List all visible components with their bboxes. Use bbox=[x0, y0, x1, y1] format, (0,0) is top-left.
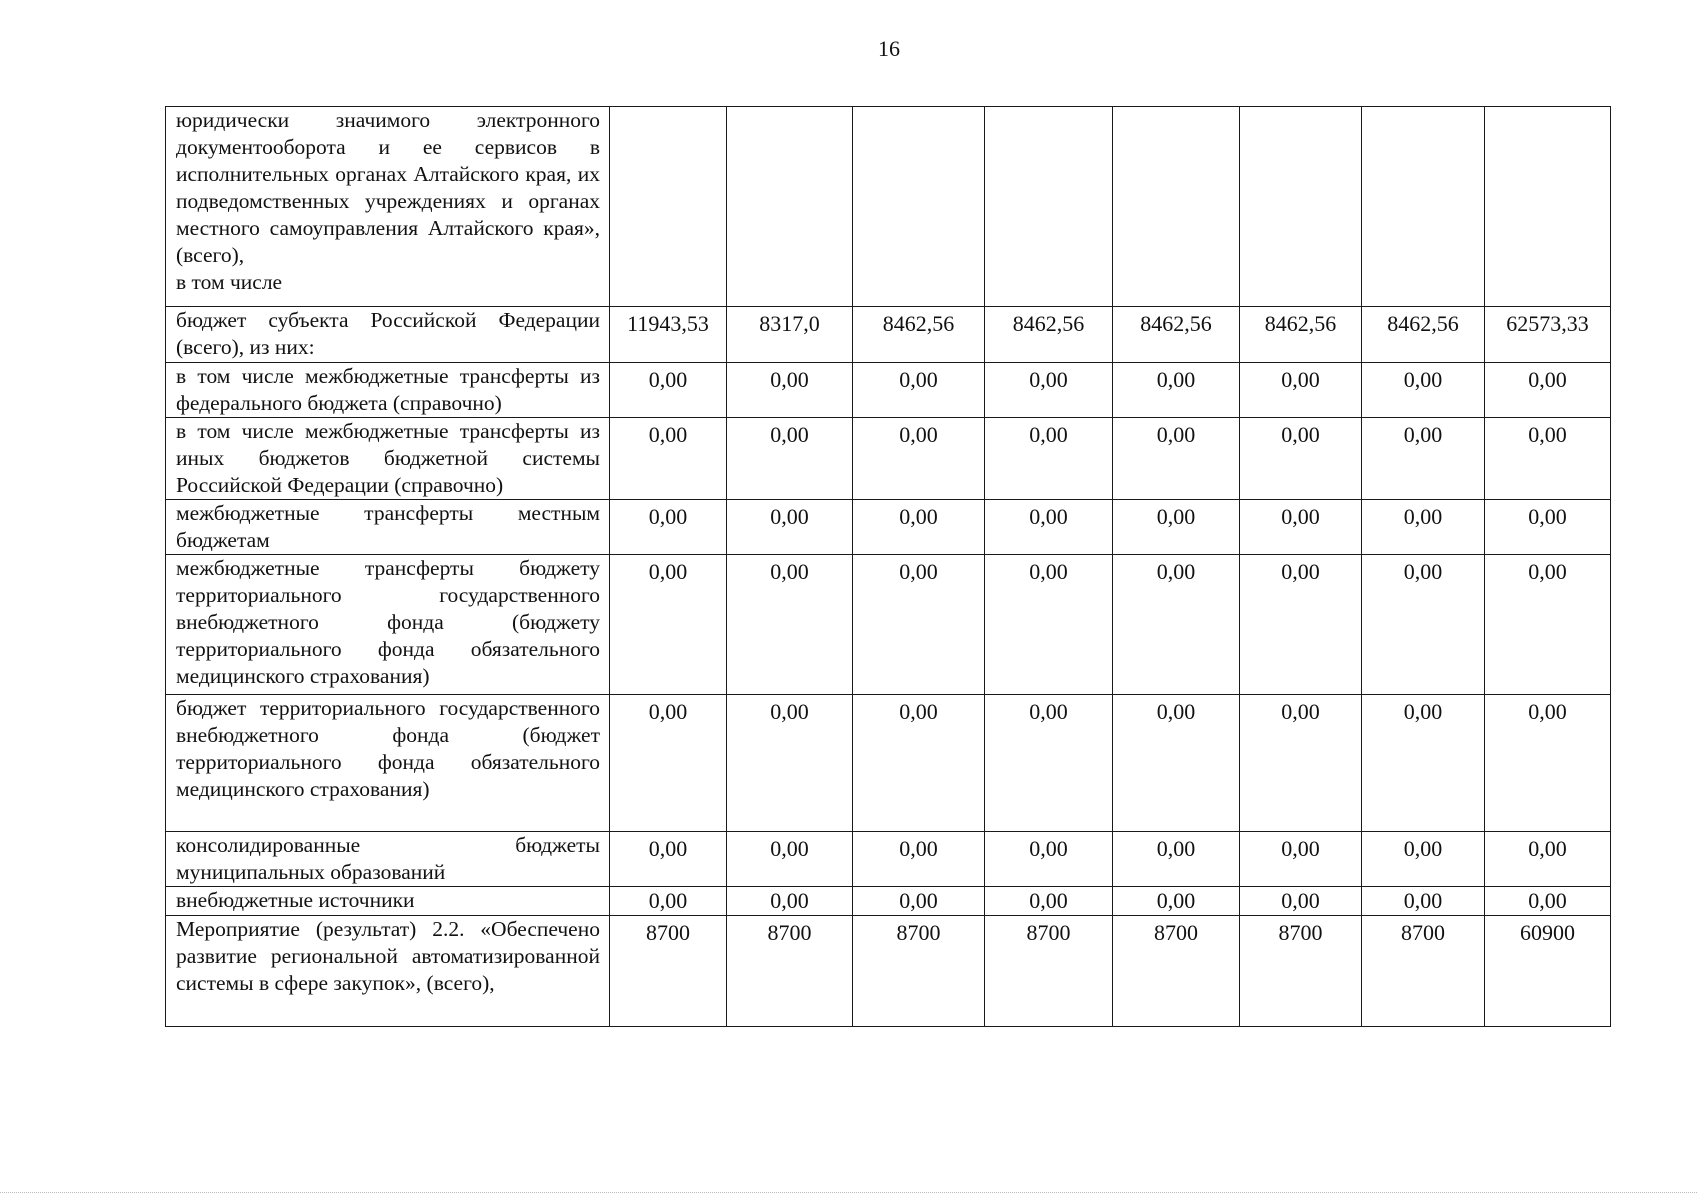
value-cell: 0,00 bbox=[1485, 363, 1611, 418]
budget-table bbox=[165, 106, 1611, 1027]
value-cell: 8700 bbox=[1113, 916, 1240, 1027]
value-cell: 0,00 bbox=[853, 555, 985, 695]
value-cell: 0,00 bbox=[1240, 555, 1362, 695]
table-row bbox=[166, 555, 1611, 695]
value-cell: 0,00 bbox=[1362, 887, 1485, 916]
value-cell: 8462,56 bbox=[985, 307, 1113, 363]
value-cell: 0,00 bbox=[610, 418, 727, 500]
value-cell: 0,00 bbox=[985, 832, 1113, 887]
row-description: Мероприятие (результат) 2.2. «Обеспечено развитие региональной автоматизированной системы в сфере закупок», (всего), bbox=[166, 916, 610, 1027]
value-cell bbox=[610, 107, 727, 307]
value-cell: 8700 bbox=[1240, 916, 1362, 1027]
value-cell: 0,00 bbox=[1362, 500, 1485, 555]
scan-bottom-edge bbox=[0, 1192, 1697, 1193]
table-row bbox=[166, 107, 1611, 307]
value-cell: 8700 bbox=[1362, 916, 1485, 1027]
value-cell: 60900 bbox=[1485, 916, 1611, 1027]
value-cell bbox=[985, 107, 1113, 307]
value-cell bbox=[1485, 107, 1611, 307]
value-cell: 11943,53 bbox=[610, 307, 727, 363]
value-cell: 0,00 bbox=[985, 887, 1113, 916]
value-cell: 0,00 bbox=[1240, 500, 1362, 555]
value-cell: 0,00 bbox=[985, 363, 1113, 418]
value-cell: 0,00 bbox=[1113, 695, 1240, 832]
table-row bbox=[166, 500, 1611, 555]
value-cell: 0,00 bbox=[1240, 363, 1362, 418]
value-cell: 0,00 bbox=[853, 695, 985, 832]
table-row bbox=[166, 887, 1611, 916]
value-cell: 0,00 bbox=[610, 832, 727, 887]
value-cell: 0,00 bbox=[853, 363, 985, 418]
row-description: внебюджетные источники bbox=[166, 887, 610, 916]
value-cell: 8462,56 bbox=[1113, 307, 1240, 363]
value-cell: 0,00 bbox=[1113, 832, 1240, 887]
value-cell bbox=[853, 107, 985, 307]
value-cell: 0,00 bbox=[727, 418, 853, 500]
row-description-tail: в том числе bbox=[176, 270, 283, 294]
value-cell: 0,00 bbox=[610, 695, 727, 832]
row-description: бюджет территориального государственного внебюджетного фонда (бюджет территориального фонда обязательного медицинского страхования) bbox=[166, 695, 610, 832]
value-cell: 8462,56 bbox=[1240, 307, 1362, 363]
value-cell: 8462,56 bbox=[1362, 307, 1485, 363]
value-cell: 0,00 bbox=[1362, 832, 1485, 887]
value-cell: 0,00 bbox=[727, 555, 853, 695]
value-cell: 0,00 bbox=[985, 418, 1113, 500]
table-row bbox=[166, 363, 1611, 418]
value-cell: 0,00 bbox=[1485, 695, 1611, 832]
value-cell: 8317,0 bbox=[727, 307, 853, 363]
value-cell: 0,00 bbox=[1113, 887, 1240, 916]
value-cell: 0,00 bbox=[727, 887, 853, 916]
value-cell: 0,00 bbox=[610, 500, 727, 555]
value-cell: 0,00 bbox=[1485, 500, 1611, 555]
table-row bbox=[166, 832, 1611, 887]
value-cell: 0,00 bbox=[1485, 555, 1611, 695]
row-description: консолидированные бюджеты муниципальных образований bbox=[166, 832, 610, 887]
table-row bbox=[166, 916, 1611, 1027]
value-cell: 0,00 bbox=[1113, 500, 1240, 555]
value-cell: 0,00 bbox=[1362, 555, 1485, 695]
value-cell: 0,00 bbox=[853, 418, 985, 500]
value-cell: 0,00 bbox=[1113, 363, 1240, 418]
value-cell: 0,00 bbox=[853, 500, 985, 555]
value-cell: 0,00 bbox=[985, 500, 1113, 555]
value-cell: 0,00 bbox=[853, 832, 985, 887]
value-cell: 8700 bbox=[610, 916, 727, 1027]
value-cell: 8462,56 bbox=[853, 307, 985, 363]
value-cell: 0,00 bbox=[610, 555, 727, 695]
value-cell: 0,00 bbox=[1240, 695, 1362, 832]
value-cell: 0,00 bbox=[985, 555, 1113, 695]
row-description: межбюджетные трансферты бюджету территориального государственного внебюджетного фонда (бюджету территориального фонда обязательного медицинского страхования) bbox=[166, 555, 610, 695]
row-description bbox=[166, 107, 610, 307]
row-description: бюджет субъекта Российской Федерации (всего), из них: bbox=[166, 307, 610, 363]
row-description: в том числе межбюджетные трансферты из федерального бюджета (справочно) bbox=[166, 363, 610, 418]
budget-table-container bbox=[165, 106, 1611, 1027]
table-row bbox=[166, 695, 1611, 832]
table-row bbox=[166, 418, 1611, 500]
value-cell: 0,00 bbox=[1485, 887, 1611, 916]
page-number: 16 bbox=[878, 36, 900, 61]
value-cell: 0,00 bbox=[727, 363, 853, 418]
value-cell: 8700 bbox=[985, 916, 1113, 1027]
value-cell: 0,00 bbox=[1362, 695, 1485, 832]
value-cell: 62573,33 bbox=[1485, 307, 1611, 363]
table-row bbox=[166, 307, 1611, 363]
row-description: в том числе межбюджетные трансферты из иных бюджетов бюджетной системы Российской Федерации (справочно) bbox=[166, 418, 610, 500]
value-cell bbox=[1362, 107, 1485, 307]
value-cell: 0,00 bbox=[727, 695, 853, 832]
value-cell: 0,00 bbox=[1240, 887, 1362, 916]
value-cell: 0,00 bbox=[1362, 418, 1485, 500]
value-cell: 0,00 bbox=[610, 363, 727, 418]
value-cell: 0,00 bbox=[853, 887, 985, 916]
value-cell: 0,00 bbox=[1485, 832, 1611, 887]
value-cell bbox=[1240, 107, 1362, 307]
value-cell: 0,00 bbox=[1113, 418, 1240, 500]
value-cell: 0,00 bbox=[727, 500, 853, 555]
value-cell: 8700 bbox=[853, 916, 985, 1027]
value-cell bbox=[1113, 107, 1240, 307]
row-description: межбюджетные трансферты местным бюджетам bbox=[166, 500, 610, 555]
value-cell bbox=[727, 107, 853, 307]
value-cell: 0,00 bbox=[610, 887, 727, 916]
value-cell: 0,00 bbox=[1240, 418, 1362, 500]
value-cell: 0,00 bbox=[1485, 418, 1611, 500]
value-cell: 0,00 bbox=[1362, 363, 1485, 418]
value-cell: 0,00 bbox=[727, 832, 853, 887]
value-cell: 8700 bbox=[727, 916, 853, 1027]
value-cell: 0,00 bbox=[1113, 555, 1240, 695]
value-cell: 0,00 bbox=[985, 695, 1113, 832]
row-description-text: юридически значимого электронного документооборота и ее сервисов в исполнительных органах Алтайского края, их подведомственных учреждениях и органах местного самоуправления Алтайского края», (всего), bbox=[176, 108, 600, 267]
value-cell: 0,00 bbox=[1240, 832, 1362, 887]
